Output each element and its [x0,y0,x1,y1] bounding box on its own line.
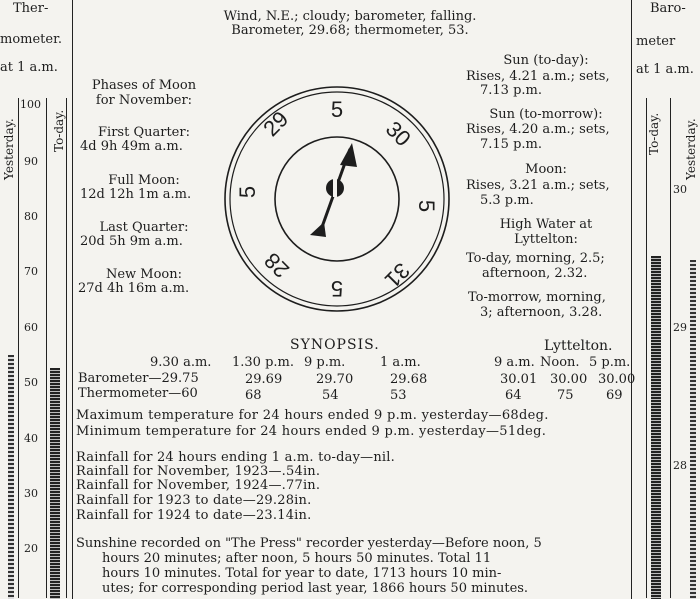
tide-today-morning: To-day, morning, 2.5; [466,251,605,266]
scale-40: 40 [24,432,38,445]
dial-label-left: 5 [235,185,260,199]
sunshine-line-2: hours 20 minutes; after noon, 5 hours 50 minutes. Total 11 [102,551,492,566]
moon-phases-title-1: Phases of Moon [91,78,197,93]
moon-phases-title-2: for November: [95,93,193,108]
lyttelton-thermometer-1: 64 [505,388,522,403]
scale-90: 90 [24,155,38,168]
thermometer-title-3: at 1 a.m. [0,60,58,75]
scale-60: 60 [24,321,38,334]
new-moon-label: New Moon: [105,267,183,282]
tide-today-afternoon: afternoon, 2.32. [482,266,588,281]
dial-arrow [310,143,357,237]
thermometer-value-1: 68 [245,388,262,403]
first-quarter-value: 4d 9h 49m a.m. [80,139,183,154]
lyttelton-barometer-2: 30.00 [550,372,588,387]
dial-label-bottom-right: 31 [379,257,415,293]
yesterday-column-label: Yesterday. [2,118,16,180]
synopsis-time-1: 9.30 a.m. [150,355,212,370]
barometer-title-2: meter [636,34,676,49]
last-quarter-value: 20d 5h 9m a.m. [80,234,183,249]
scale-70: 70 [24,265,38,278]
tide-tomorrow-morning: To-morrow, morning, [468,290,606,305]
dial-labels [235,97,439,301]
thermometer-frame-line [18,98,19,598]
scale-28: 28 [673,459,687,472]
full-moon-value: 12d 12h 1m a.m. [80,187,192,202]
rainfall-24-hours: Rainfall for 24 hours ending 1 a.m. to-day—nil. [76,450,395,465]
first-quarter-label: First Quarter: [98,125,190,140]
column-rule-right [631,0,632,599]
sunshine-line-4: utes; for corresponding period last year, 1866 hours 50 minutes. [102,581,529,596]
yesterday-mercury-column [8,355,14,599]
lyttelton-thermometer-2: 75 [557,388,574,403]
dial-label-bottom-left: 28 [259,247,295,283]
scale-30: 30 [24,487,38,500]
scale-50: 50 [24,376,38,389]
rainfall-1923-to-date: Rainfall for 1923 to date—29.28in. [76,493,312,508]
barometer-value-3: 29.68 [390,372,428,387]
dial-label-top-right: 30 [380,116,416,152]
barometer-today-column [651,256,661,599]
barometer-value-2: 29.70 [316,372,354,387]
synopsis-title: SYNOPSIS. [290,337,380,353]
dial-inner-ring [275,137,399,261]
high-water-title-1: High Water at [499,217,593,232]
sun-today-rise-set: Rises, 4.21 a.m.; sets, [466,69,610,84]
synopsis-time-2: 1.30 p.m. [232,355,294,370]
max-temperature: Maximum temperature for 24 hours ended 9 p.m. yesterday—68deg. [76,408,549,423]
barometer-title-1: Baro- [650,1,686,16]
thermometer-title-1: Ther- [13,1,49,16]
barometer-yesterday-column [690,260,696,599]
column-rule-left [72,0,73,599]
barometer-today-label: To-day. [647,112,661,155]
sun-today-title: Sun (to-day): [503,53,589,68]
dial-label-top: 5 [330,97,344,122]
moon-title: Moon: [525,162,567,177]
barometer-title-3: at 1 a.m. [636,62,694,77]
barometer-value-1: 29.69 [245,372,283,387]
dial-label-right: 5 [414,199,439,213]
thermometer-frame-line [46,98,47,598]
thermometer-value-2: 54 [322,388,339,403]
new-moon-value: 27d 4h 16m a.m. [78,281,190,296]
last-quarter-label: Last Quarter: [99,220,189,235]
lyttelton-time-1: 9 a.m. [494,355,535,370]
today-column-label: To-day. [52,109,66,152]
lyttelton-time-3: 5 p.m. [589,355,631,370]
thermometer-title-2: mometer. [0,32,63,47]
full-moon-label: Full Moon: [108,173,180,188]
barometer-label: Barometer—29.75 [78,371,199,386]
rainfall-1924-to-date: Rainfall for 1924 to date—23.14in. [76,508,312,523]
today-mercury-column [50,368,60,599]
scale-80: 80 [24,210,38,223]
scale-30: 30 [673,183,687,196]
scale-20: 20 [24,542,38,555]
thermometer-value-3: 53 [390,388,407,403]
synopsis-time-4: 1 a.m. [380,355,421,370]
sun-tomorrow-title: Sun (to-morrow): [489,107,603,122]
scale-29: 29 [673,321,687,334]
lyttelton-barometer-3: 30.00 [598,372,636,387]
sun-tomorrow-sets: 7.15 p.m. [480,137,542,152]
thermometer-label: Thermometer—60 [78,386,198,401]
sunshine-line-3: hours 10 minutes. Total for year to date, 1713 hours 10 min- [102,566,502,581]
sun-today-sets: 7.13 p.m. [480,83,542,98]
moon-rise-set: Rises, 3.21 a.m.; sets, [466,178,610,193]
min-temperature: Minimum temperature for 24 hours ended 9 p.m. yesterday—51deg. [76,424,547,439]
lyttelton-time-2: Noon. [540,355,580,370]
barometer-yesterday-label: Yesterday. [684,118,698,180]
rainfall-november-1924: Rainfall for November, 1924—.77in. [76,478,321,493]
sun-tomorrow-rise-set: Rises, 4.20 a.m.; sets, [466,122,610,137]
dial-label-bottom: 5 [330,276,344,301]
thermometer-frame-line [66,98,67,598]
synopsis-time-3: 9 p.m. [304,355,346,370]
scale-100: 100 [20,98,41,111]
barometer-frame-line [646,98,647,598]
lyttelton-title: Lyttelton. [544,338,613,354]
lyttelton-thermometer-3: 69 [606,388,623,403]
weather-header-line-2: Barometer, 29.68; thermometer, 53. [231,23,469,38]
barometer-frame-line [670,98,671,598]
dial-label-top-left: 29 [258,106,294,142]
rainfall-november-1923: Rainfall for November, 1923—.54in. [76,464,321,479]
high-water-title-2: Lyttelton: [514,232,578,247]
sunshine-line-1: Sunshine recorded on "The Press" recorder yesterday—Before noon, 5 [76,536,542,551]
lyttelton-barometer-1: 30.01 [500,372,538,387]
weather-header-line-1: Wind, N.E.; cloudy; barometer, falling. [223,9,477,24]
moon-dial [222,85,452,315]
moon-sets: 5.3 p.m. [480,193,534,208]
tide-tomorrow-afternoon: 3; afternoon, 3.28. [480,305,603,320]
